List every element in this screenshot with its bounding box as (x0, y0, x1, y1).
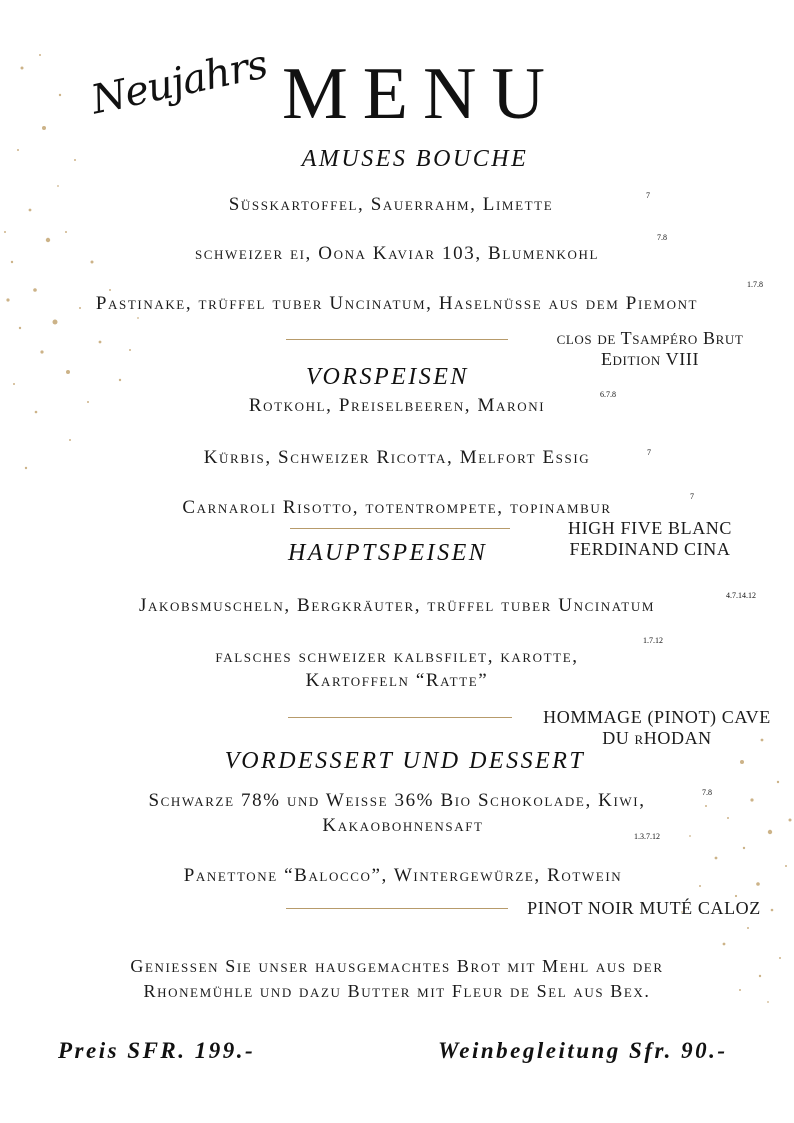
wine-line: PINOT NOIR MUTÉ CALOZ (527, 898, 761, 918)
allergen-codes: 1.7.8 (747, 280, 763, 289)
wine-line: FERDINAND CINA (569, 539, 731, 559)
dish-item: schweizer ei, Oona Kaviar 103, Blumenkohl (194, 243, 600, 264)
divider-line (286, 908, 508, 909)
section-title-hauptspeisen: HAUPTSPEISEN (288, 540, 488, 566)
wine-pairing-price: Weinbegleitung Sfr. 90.- (438, 1038, 728, 1063)
allergen-codes: 7.8 (657, 233, 667, 242)
allergen-codes: 4.7.14.12 (726, 591, 756, 600)
wine-pairing (536, 518, 764, 560)
section-title-amuses-bouche: AMUSES BOUCHE (301, 146, 529, 172)
dish-item: Schwarze 78% und Weisse 36% Bio Schokolade, Kiwi, (148, 790, 646, 811)
divider-line (286, 339, 508, 340)
dish-item-continued: Kartoffeln “Ratte” (305, 670, 489, 691)
dish-item: Panettone “Balocco”, Wintergewürze, Rotwein (183, 865, 623, 886)
wine-pairing (536, 328, 764, 370)
dish-item: Jakobsmuscheln, Bergkräuter, trüffel tuber Uncinatum (138, 595, 655, 616)
wine-line: HOMMAGE (PINOT) CAVE (543, 707, 771, 727)
allergen-codes: 7 (647, 448, 651, 457)
dish-item: Pastinake, trüffel tuber Uncinatum, Haselnüsse aus dem Piemont (95, 293, 699, 314)
allergen-codes: 7.8 (702, 788, 712, 797)
allergen-codes: 1.7.12 (643, 636, 663, 645)
bread-note-line-2: Rhonemühle und dazu Butter mit Fleur de Sel aus Bex. (143, 981, 651, 1001)
dish-item: Kürbis, Schweizer Ricotta, Melfort Essig (203, 447, 591, 468)
menu-price: Preis SFR. 199.- (58, 1038, 256, 1063)
allergen-codes: 7 (646, 191, 650, 200)
wine-line: DU rHODAN (602, 728, 712, 748)
dish-item: Carnaroli Risotto, totentrompete, topinambur (182, 497, 612, 518)
wine-pairing (540, 707, 774, 749)
divider-line (288, 717, 512, 718)
bread-note-line-1: Geniessen Sie unser hausgemachtes Brot mit Mehl aus der (130, 956, 664, 976)
wine-line: Edition VIII (600, 349, 700, 369)
section-title-vorspeisen: VORSPEISEN (306, 364, 469, 390)
allergen-codes: 1.3.7.12 (634, 832, 660, 841)
wine-pairing (520, 898, 768, 919)
wine-line: clos de Tsampéro Brut (556, 328, 744, 348)
wine-line: HIGH FIVE BLANC (568, 518, 732, 538)
dish-item: Rotkohl, Preiselbeeren, Maroni (248, 395, 546, 416)
dish-item: Süsskartoffel, Sauerrahm, Limette (228, 194, 554, 215)
section-title-dessert: VORDESSERT UND DESSERT (224, 748, 586, 774)
allergen-codes: 6.7.8 (600, 390, 616, 399)
allergen-codes: 7 (690, 492, 694, 501)
script-title: Neujahrs (87, 41, 271, 124)
dish-item: falsches schweizer kalbsfilet, karotte, (215, 646, 579, 667)
dish-item-continued: Kakaobohnensaft (322, 815, 484, 836)
divider-line (290, 528, 510, 529)
page-title: MENU (282, 53, 560, 135)
